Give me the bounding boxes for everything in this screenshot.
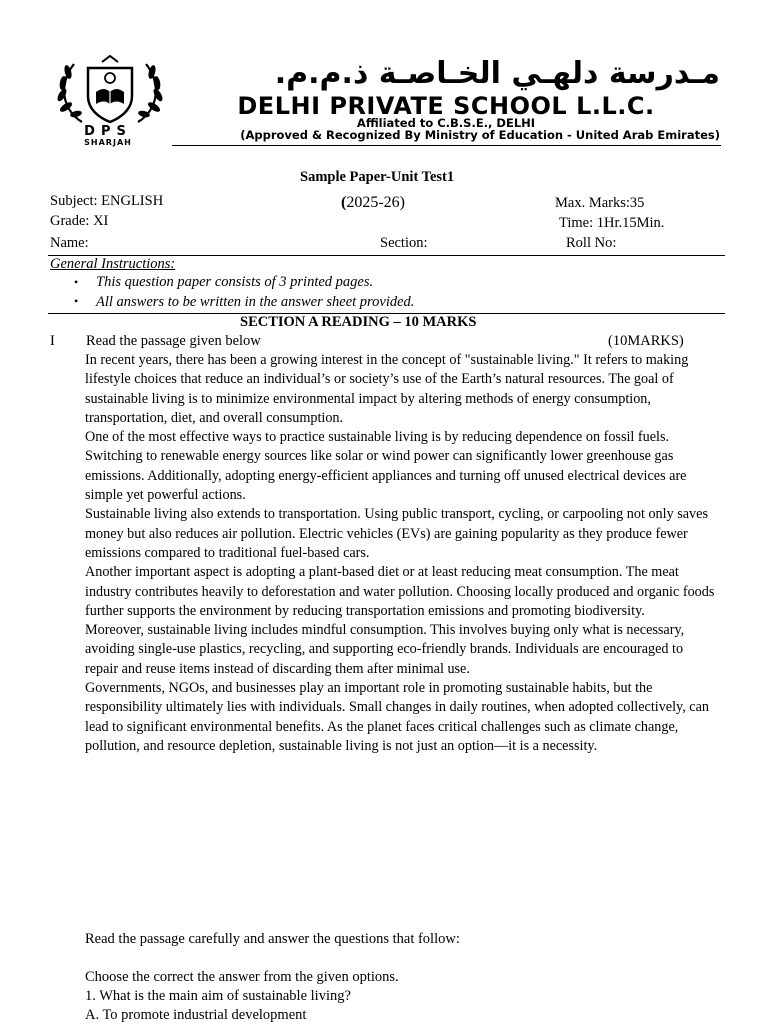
roll-no-field-label: Roll No: <box>566 235 617 251</box>
header-divider <box>172 145 721 146</box>
answer-instruction: Read the passage carefully and answer the questions that follow: <box>85 931 460 947</box>
bullet-icon: • <box>74 294 79 308</box>
logo-text: DPS <box>84 124 132 139</box>
time-label: Time: 1Hr.15Min. <box>559 215 665 231</box>
affiliation-text: Affiliated to C.B.S.E., DELHI <box>356 116 536 130</box>
reading-passage <box>85 351 717 756</box>
bullet-icon: • <box>74 275 79 289</box>
logo-subtext: SHARJAH <box>84 138 132 147</box>
question-1-option-a: A. To promote industrial development <box>85 1007 307 1023</box>
max-marks: Max. Marks:35 <box>555 195 645 211</box>
school-name: DELHI PRIVATE SCHOOL L.L.C. <box>237 92 655 120</box>
paper-title: Sample Paper-Unit Test1 <box>300 169 455 185</box>
question-1: 1. What is the main aim of sustainable living? <box>85 988 351 1004</box>
instruction-item: All answers to be written in the answer sheet provided. <box>96 294 415 310</box>
mcq-instruction: Choose the correct the answer from the given options. <box>85 969 399 985</box>
passage-paragraph: Moreover, sustainable living includes mindful consumption. This involves buying only what is necessary, avoiding single-use plastics, recycling, and supporting eco-friendly brands. Individuals are encouraged to repair and reuse items instead of discarding them after minimal use. <box>85 622 685 677</box>
instruction-item: This question paper consists of 3 printed pages. <box>96 274 374 290</box>
passage-paragraph: Sustainable living also extends to transportation. Using public transport, cycling, or carpooling not only saves money but also reduces air pollution. Electric vehicles (EVs) are gaining popularity as they produce fewer emissions compared to traditional fuel-based cars. <box>85 506 708 561</box>
approval-text: (Approved & Recognized By Ministry of Education - United Arab Emirates) <box>240 128 720 142</box>
passage-paragraph: Governments, NGOs, and businesses play an important role in promoting sustainable habits, but the responsibility ultimately lies with individuals. Small changes in daily routines, when adopted collectively, can lead to significant environmental benefits. As the planet faces critical challenges such as climate change, pollution, and resource depletion, sustainable living is not just an option—it is a necessity. <box>85 680 709 754</box>
academic-year: (2025-26) <box>341 194 405 211</box>
name-field-label: Name: <box>50 235 89 251</box>
instructions-heading: General Instructions: <box>50 256 176 272</box>
question-number: I <box>50 333 55 349</box>
section-heading: SECTION A READING – 10 MARKS <box>240 314 477 330</box>
section-field-label: Section: <box>380 235 428 251</box>
passage-paragraph: In recent years, there has been a growing interest in the concept of "sustainable living." It refers to making lifestyle choices that reduce an individual’s or society’s use of the Earth’s natural resources. The goal of sustainable living is to minimize environmental impact by altering methods of energy consumption, transportation, diet, and overall consumption. <box>85 352 689 426</box>
subject-label: Subject: ENGLISH <box>50 193 164 209</box>
passage-paragraph: Another important aspect is adopting a plant-based diet or at least reducing meat consumption. The meat industry contributes heavily to deforestation and water pollution. Choosing locally produced and organic foods further supports the environment by reducing transportation emissions and promoting biodiversity. <box>85 564 715 619</box>
section-marks: (10MARKS) <box>608 333 684 349</box>
passage-prompt: Read the passage given below <box>86 333 261 349</box>
school-name-arabic: مـدرسة دلهـي الخـاصـة ذ.م.م. <box>274 56 720 91</box>
passage-paragraph: One of the most effective ways to practice sustainable living is by reducing dependence on fossil fuels. Switching to renewable energy sources like solar or wind power can significantly lower greenhouse gas emissions. Additionally, adopting energy-efficient appliances and turning off unused electrical devices are simple yet powerful actions. <box>85 429 687 504</box>
grade-label: Grade: XI <box>50 213 109 229</box>
